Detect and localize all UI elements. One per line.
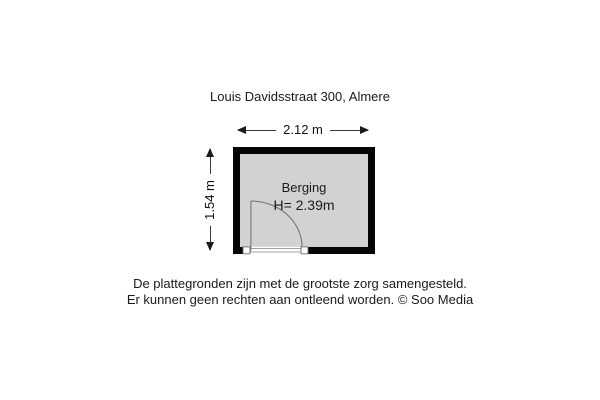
ceiling-height-label: H= 2.39m: [273, 197, 335, 213]
arrow-up-icon: [206, 148, 214, 157]
height-dimension: [203, 148, 217, 251]
disclaimer-line-1: De plattegronden zijn met de grootste zorg samengesteld.: [133, 276, 467, 291]
door-jamb-left: [243, 247, 250, 254]
height-dimension-label: 1.54 m: [203, 174, 217, 226]
room-berging: [233, 147, 375, 254]
room-name-label: Berging: [281, 180, 327, 195]
page-title: Louis Davidsstraat 300, Almere: [210, 89, 390, 104]
arrow-down-icon: [206, 242, 214, 251]
disclaimer-line-2: Er kunnen geen rechten aan ontleend worden. © Soo Media: [126, 292, 474, 307]
door-threshold: [251, 249, 302, 252]
width-dimension-label: 2.12 m: [237, 123, 369, 137]
door-jamb-right: [301, 247, 308, 254]
width-dimension: [237, 123, 369, 137]
disclaimer-text: [0, 276, 600, 308]
